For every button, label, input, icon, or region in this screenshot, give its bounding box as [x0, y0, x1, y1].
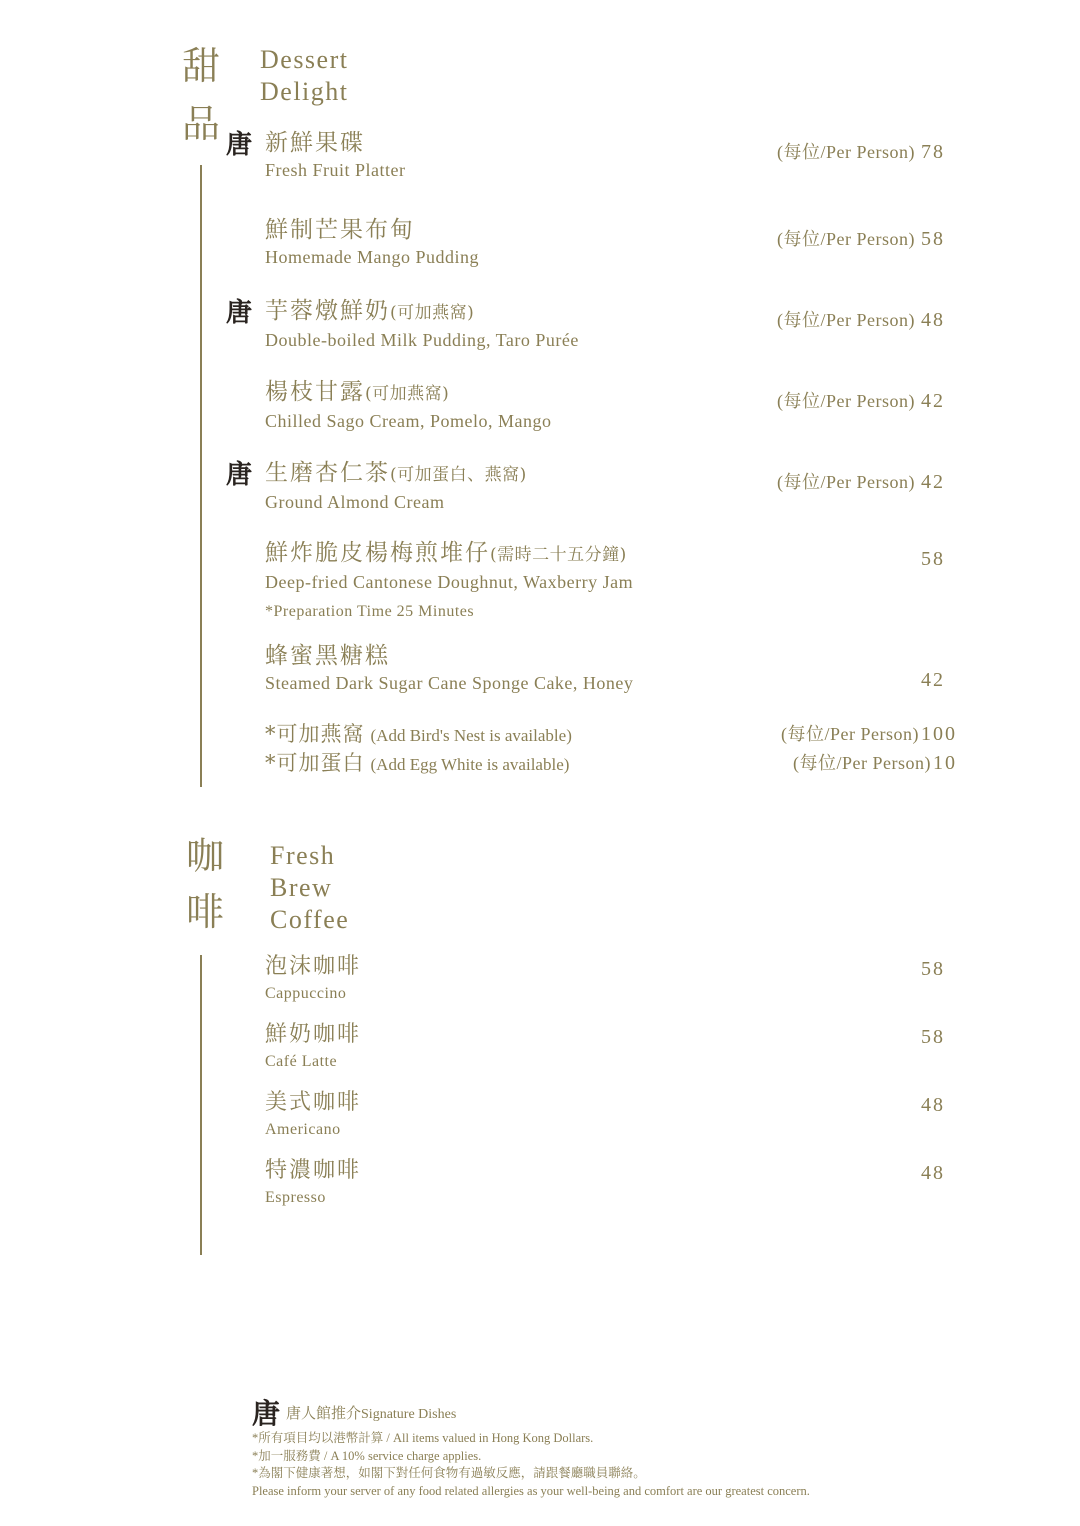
coffee-title-en-1: Fresh: [270, 841, 336, 870]
signature-mark-icon: 唐: [225, 460, 252, 490]
coffee-item-name-zh: 特濃咖啡: [265, 1158, 362, 1183]
coffee-item-price: [915, 958, 945, 981]
addon-label-en: (Add Bird's Nest is available): [370, 726, 572, 745]
menu-item-price: [777, 387, 945, 413]
signature-mark-icon: 唐: [225, 298, 252, 328]
menu-item-note-zh: (可加蛋白、燕窩): [390, 465, 527, 485]
menu-item-name-en: Fresh Fruit Platter: [265, 160, 406, 180]
dessert-title-en-1: Dessert: [260, 45, 349, 74]
coffee-item-name-zh: 泡沫咖啡: [265, 954, 362, 979]
coffee-item-name-zh: 美式咖啡: [265, 1090, 362, 1115]
coffee-item-price: [915, 1094, 945, 1117]
menu-item-note-zh: (可加燕窩): [390, 303, 475, 323]
menu-item-name-zh-text: 蜂蜜黑糖糕: [265, 643, 390, 669]
menu-item-price: [915, 548, 945, 571]
menu-item-price: [915, 669, 945, 692]
price-amount: 48: [921, 1094, 945, 1116]
menu-item: [265, 296, 945, 352]
menu-item-preparation-note: *Preparation Time 25 Minutes: [265, 603, 475, 620]
addon-item: [265, 747, 957, 777]
footer-notes: [252, 1398, 952, 1500]
footer-service-charge-note: *加一服務費 / A 10% service charge applies.: [252, 1448, 482, 1463]
coffee-item-name-zh: 鮮奶咖啡: [265, 1022, 362, 1047]
addon-price: [781, 720, 957, 746]
menu-item-note-zh: (可加燕窩): [365, 384, 450, 404]
footer-allergy-note-en: Please inform your server of any food related allergies as your well-being and comfort are our greatest concern.: [252, 1483, 810, 1498]
menu-item-name-zh: [265, 641, 945, 671]
menu-item-name-en: Ground Almond Cream: [265, 492, 445, 512]
menu-item: [265, 458, 945, 514]
menu-item-price: [777, 225, 945, 251]
price-per-person-label: (每位/Per Person): [793, 753, 931, 773]
price-per-person-label: (每位/Per Person): [781, 724, 919, 744]
menu-item-name-en: Homemade Mango Pudding: [265, 247, 479, 267]
coffee-item-price: [915, 1162, 945, 1185]
price-amount: 58: [921, 548, 945, 570]
footer-signature-legend: [252, 1398, 952, 1430]
menu-item-price: [777, 468, 945, 494]
menu-item-name-en: Steamed Dark Sugar Cane Sponge Cake, Honey: [265, 673, 634, 693]
coffee-title-zh-1: 咖: [186, 834, 227, 878]
dessert-title-zh-2: 品: [182, 102, 223, 146]
dessert-title-zh-1: 甜: [182, 44, 223, 88]
dessert-title-en-2: Delight: [260, 77, 349, 106]
coffee-title-en-2: Brew: [270, 873, 333, 902]
coffee-item-name-en: Cappuccino: [265, 985, 347, 1002]
price-amount: 58: [921, 228, 945, 250]
price-amount: 42: [921, 669, 945, 691]
menu-item-name-en: Double-boiled Milk Pudding, Taro Purée: [265, 330, 579, 350]
footer-currency-note: *所有項目均以港幣計算 / All items valued in Hong Kong Dollars.: [252, 1431, 594, 1445]
menu-item: [265, 538, 945, 624]
price-per-person-label: (每位/Per Person): [777, 391, 915, 411]
coffee-item-name-en: Café Latte: [265, 1053, 338, 1070]
menu-item-note-zh: (需時二十五分鐘): [490, 545, 627, 565]
menu-item: [265, 128, 945, 182]
coffee-item: [265, 1020, 945, 1074]
addon-label-zh: *可加蛋白: [265, 751, 365, 775]
coffee-item-name-en: Americano: [265, 1121, 341, 1138]
coffee-item: [265, 952, 945, 1006]
signature-mark-icon: 唐: [225, 130, 252, 160]
menu-item-name-zh-text: 鮮制芒果布甸: [265, 217, 415, 243]
menu-item-name-en: Deep-fried Cantonese Doughnut, Waxberry Jam: [265, 572, 634, 592]
dessert-divider-line: [200, 165, 202, 787]
price-amount: 58: [921, 958, 945, 980]
addon-price: [793, 749, 957, 775]
coffee-title-en-3: Coffee: [270, 905, 350, 934]
price-per-person-label: (每位/Per Person): [777, 310, 915, 330]
coffee-item-name-en: Espresso: [265, 1189, 326, 1206]
menu-item-name-zh-text: 生磨杏仁茶: [265, 460, 390, 486]
footer-signature-en: Signature Dishes: [361, 1407, 457, 1422]
price-amount: 100: [921, 723, 957, 745]
menu-item-price: [777, 306, 945, 332]
menu-item-name-zh-text: 鮮炸脆皮楊梅煎堆仔: [265, 540, 490, 566]
addon-item: [265, 718, 957, 748]
coffee-item: [265, 1156, 945, 1210]
coffee-item-price: [915, 1026, 945, 1049]
menu-item: [265, 641, 945, 695]
price-per-person-label: (每位/Per Person): [777, 229, 915, 249]
signature-mark-icon: 唐: [252, 1397, 281, 1430]
menu-item-price: [777, 138, 945, 164]
menu-item-name-zh-text: 新鮮果碟: [265, 130, 365, 156]
price-amount: 58: [921, 1026, 945, 1048]
menu-item: [265, 377, 945, 433]
price-amount: 42: [921, 471, 945, 493]
menu-item: [265, 215, 945, 269]
menu-item-name-en: Chilled Sago Cream, Pomelo, Mango: [265, 411, 552, 431]
footer-signature-zh: 唐人館推介: [286, 1404, 362, 1422]
footer-allergy-note-zh: *為閣下健康著想，如閣下對任何食物有過敏反應，請跟餐廳職員聯絡。: [252, 1466, 646, 1480]
price-per-person-label: (每位/Per Person): [777, 142, 915, 162]
menu-item-name-zh-text: 芋蓉燉鮮奶: [265, 298, 390, 324]
menu-item-name-zh: [265, 538, 945, 570]
price-amount: 48: [921, 309, 945, 331]
price-per-person-label: (每位/Per Person): [777, 472, 915, 492]
addon-label-zh: *可加燕窩: [265, 722, 365, 746]
menu-item-name-zh-text: 楊枝甘露: [265, 379, 365, 405]
price-amount: 42: [921, 390, 945, 412]
coffee-divider-line: [200, 955, 202, 1255]
price-amount: 10: [933, 752, 957, 774]
coffee-title-zh-2: 啡: [186, 890, 227, 934]
addon-label-en: (Add Egg White is available): [370, 755, 570, 774]
price-amount: 78: [921, 141, 945, 163]
price-amount: 48: [921, 1162, 945, 1184]
coffee-item: [265, 1088, 945, 1142]
